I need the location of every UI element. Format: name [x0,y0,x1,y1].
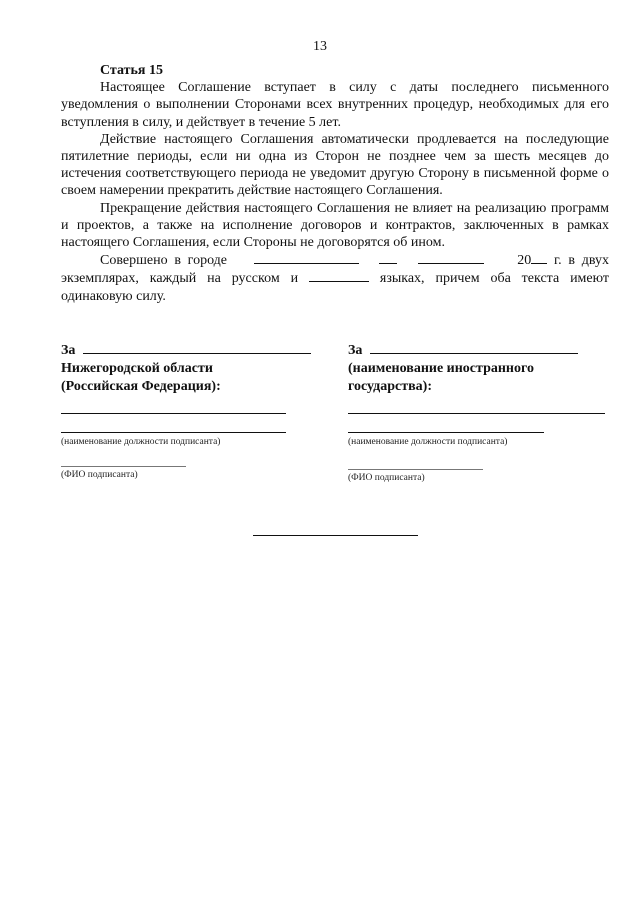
right-name-line [348,469,483,470]
right-name-caption: (ФИО подписанта) [348,473,425,483]
right-position-line-1 [348,413,605,414]
page-number: 13 [313,39,327,54]
left-party-name: Нижегородской области [61,361,213,376]
right-party-name: (наименование иностранного [348,361,534,376]
month-blank [418,251,484,264]
copies-text: г. в двух экземплярах, каждый на русском и [61,253,610,287]
right-signature-block [348,341,578,396]
article-body [61,62,609,305]
left-party-country: (Российская Федерация): [61,379,221,394]
left-prefix: За [61,343,76,358]
left-signature-block [61,341,311,396]
right-position-caption: (наименование должности подписанта) [348,437,508,447]
equal-force-text: языках, причем оба текста имеют одинаковую силу. [61,271,610,304]
left-position-line-2 [61,432,286,433]
right-prefix: За [348,343,363,358]
end-of-document-line [253,535,418,536]
left-party-line [83,341,311,354]
left-position-caption: (наименование должности подписанта) [61,437,221,447]
article-paragraph-1: Настоящее Соглашение вступает в силу с даты последнего письменного уведомления о выполнении Сторонами всех внутренних процедур, необходимых для его вступления в силу, и действует в течение 5 лет. [61,80,609,130]
left-name-caption: (ФИО подписанта) [61,470,138,480]
city-blank [254,251,359,264]
done-in-city-text: Совершено в городе [100,253,227,269]
article-paragraph-2: Действие настоящего Соглашения автоматически продлевается на последующие пятилетние периоды, если ни одна из Сторон не позднее чем за шесть месяцев до истечения соответствующего периода не уведомит другую Сторону в письменной форме о своем намерении прекратить действие настоящего Соглашения. [61,131,609,199]
right-party-country: государства): [348,379,432,394]
year-blank [531,251,547,264]
right-party-line [370,341,578,354]
article-paragraph-3: Прекращение действия настоящего Соглашения не влияет на реализацию программ и проектов, а также на исполнение договоров и контрактов, заключенных в рамках настоящего Соглашения, если Стороны не договорятся об ином. [61,200,609,251]
left-name-line [61,466,186,467]
article-paragraph-4 [61,251,609,305]
year-prefix: 20 [517,253,532,269]
language-blank [309,269,369,282]
article-title: Статья 15 [100,63,163,78]
day-blank [379,251,397,264]
left-position-line-1 [61,413,286,414]
right-position-line-2 [348,432,544,433]
